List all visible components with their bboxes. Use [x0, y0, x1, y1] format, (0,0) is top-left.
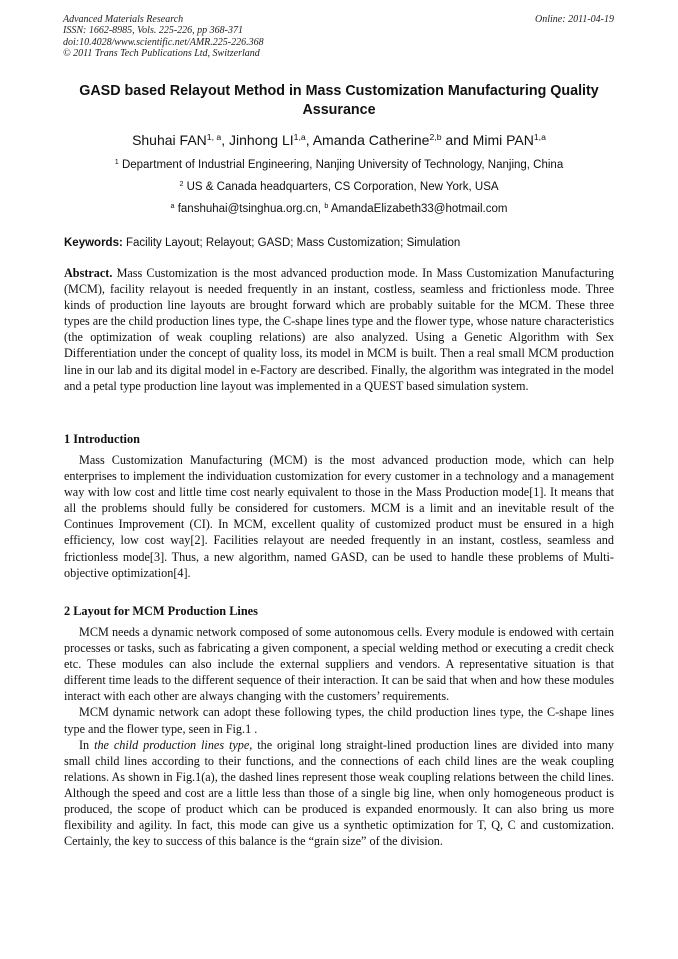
- issn-line: ISSN: 1662-8985, Vols. 225-226, pp 368-371: [63, 25, 243, 37]
- affiliation-1: [64, 158, 614, 172]
- author-separator: and: [441, 132, 473, 148]
- author-separator: ,: [305, 132, 313, 148]
- author-affil-mark: 1,a: [533, 132, 546, 143]
- author-name: Jinhong LI: [229, 132, 294, 148]
- copyright-line: © 2011 Trans Tech Publications Ltd, Switzerland: [63, 47, 260, 59]
- keywords: [64, 236, 614, 250]
- section-2-body: [64, 624, 614, 849]
- journal-name: Advanced Materials Research: [63, 14, 184, 25]
- paragraph-text: , the original long straight-lined production lines are divided into many small child lines according to their functions, and the connections of each child lines are the weak coupling relations. As shown in Fig.1(a), the dashed lines represent those weak coupling relations between the child lines. Although the speed and cost are a little less than those of a single big line, when only homogeneous product is produced, the scope of product which can be produced is expanded enormously. It can also bring us more flexibility and agility. In fact, this mode can give us a synthetic optimization for T, Q, C and customization. Certainly, the key to success of this balance is the “grain size” of the division.: [64, 737, 615, 849]
- keywords-text: Facility Layout; Relayout; GASD; Mass Customization; Simulation: [126, 237, 461, 249]
- email-mark-b: b: [324, 202, 329, 211]
- affiliation-2: [64, 180, 614, 194]
- author-affil-mark: 1, a: [206, 132, 222, 143]
- author-separator: ,: [221, 132, 230, 148]
- author-affil-mark: 2,b: [429, 132, 442, 143]
- email-line: [64, 202, 614, 216]
- email-b[interactable]: AmandaElizabeth33@hotmail.com: [330, 203, 508, 215]
- abstract-text: Mass Customization is the most advanced production mode. In Mass Customization Manufacturing (MCM), facility relayout is needed frequently in an instant, costless, seamless and frictionless mode. Three kinds of production line layouts are brought forward which are probably suitable for the MCM. These three types are the child production lines type, the C-shape lines type and the flower type, whose nature characteristics (the optimization of weak coupling relations) are also analyzed. Using a Genetic Algorithm with Sex Differentiation under the concept of quality loss, its model in MCM is built. Then a real small MCM production line in our lab and its digital model in e-Factory are described. Finally, the algorithm was integrated in the model and a petal type production line layout was implemented in a QUEST based simulation system.: [64, 266, 615, 393]
- section-1-heading: 1 Introduction: [64, 432, 140, 446]
- italic-term: the child production lines type: [94, 737, 250, 752]
- email-mark-a: a: [170, 202, 175, 211]
- intro-paragraph: Mass Customization Manufacturing (MCM) is the most advanced production mode, which can help enterprises to implement the individuation customization for every customer in a technology and a management way with low cost and little time cost nearly equivalent to those in the Mass Production mode[1]. It means that all the problems should fully be considered for customers. MCM is a limit and an inevitable result of the Continues Improvement (CI). In MCM, excellent quality of customized product must be ensured in a high efficiency, low cost way[2]. Facilities relayout are needed frequently in an instant, costless, seamless and frictionless mode[3]. Thus, a new algorithm, named GASD, can be used to handle these problems of Multi-objective optimization[4].: [64, 453, 614, 580]
- abstract: [64, 265, 614, 394]
- author-name: Amanda Catherine: [312, 132, 430, 148]
- journal-info: [63, 14, 264, 59]
- affiliation-text: US & Canada headquarters, CS Corporation, New York, USA: [186, 181, 499, 193]
- abstract-label: Abstract.: [64, 266, 113, 280]
- online-date: Online: 2011-04-19: [535, 14, 614, 25]
- section-1-body: [64, 452, 614, 581]
- author-list: [64, 131, 614, 149]
- section-2-paragraph-1: MCM needs a dynamic network composed of some autonomous cells. Every module is endowed with certain processes or tasks, such as fabricating a given component, a special welding method or executing a credit check etc. These modules can also include the external suppliers and vendors. A representative situation is that different time leads to the different sequence of their interaction. It can be said that when and how these modules interact with each other are always changing with the customers’ requirements.: [64, 625, 614, 704]
- section-2-heading: 2 Layout for MCM Production Lines: [64, 604, 258, 618]
- section-2-paragraph-2: MCM dynamic network can adopt these following types, the child production lines type, the C-shape lines type and the flower type, seen in Fig.1 .: [64, 705, 614, 736]
- email-a[interactable]: fanshuhai@tsinghua.org.cn,: [177, 203, 322, 215]
- affiliation-mark: 1: [114, 158, 119, 167]
- section-2-paragraph-3: [64, 737, 614, 850]
- paper-title: GASD based Relayout Method in Mass Customization Manufacturing Quality Assurance: [79, 83, 599, 118]
- affiliation-text: Department of Industrial Engineering, Nanjing University of Technology, Nanjing, China: [121, 159, 564, 171]
- author-affil-mark: 1,a: [293, 132, 306, 143]
- keywords-label: Keywords:: [64, 237, 123, 249]
- author-name: Mimi PAN: [472, 132, 534, 148]
- doi-line: doi:10.4028/www.scientific.net/AMR.225-226.368: [63, 36, 264, 48]
- paragraph-prefix: In: [79, 737, 90, 752]
- author-name: Shuhai FAN: [132, 132, 207, 148]
- affiliation-mark: 2: [179, 180, 184, 189]
